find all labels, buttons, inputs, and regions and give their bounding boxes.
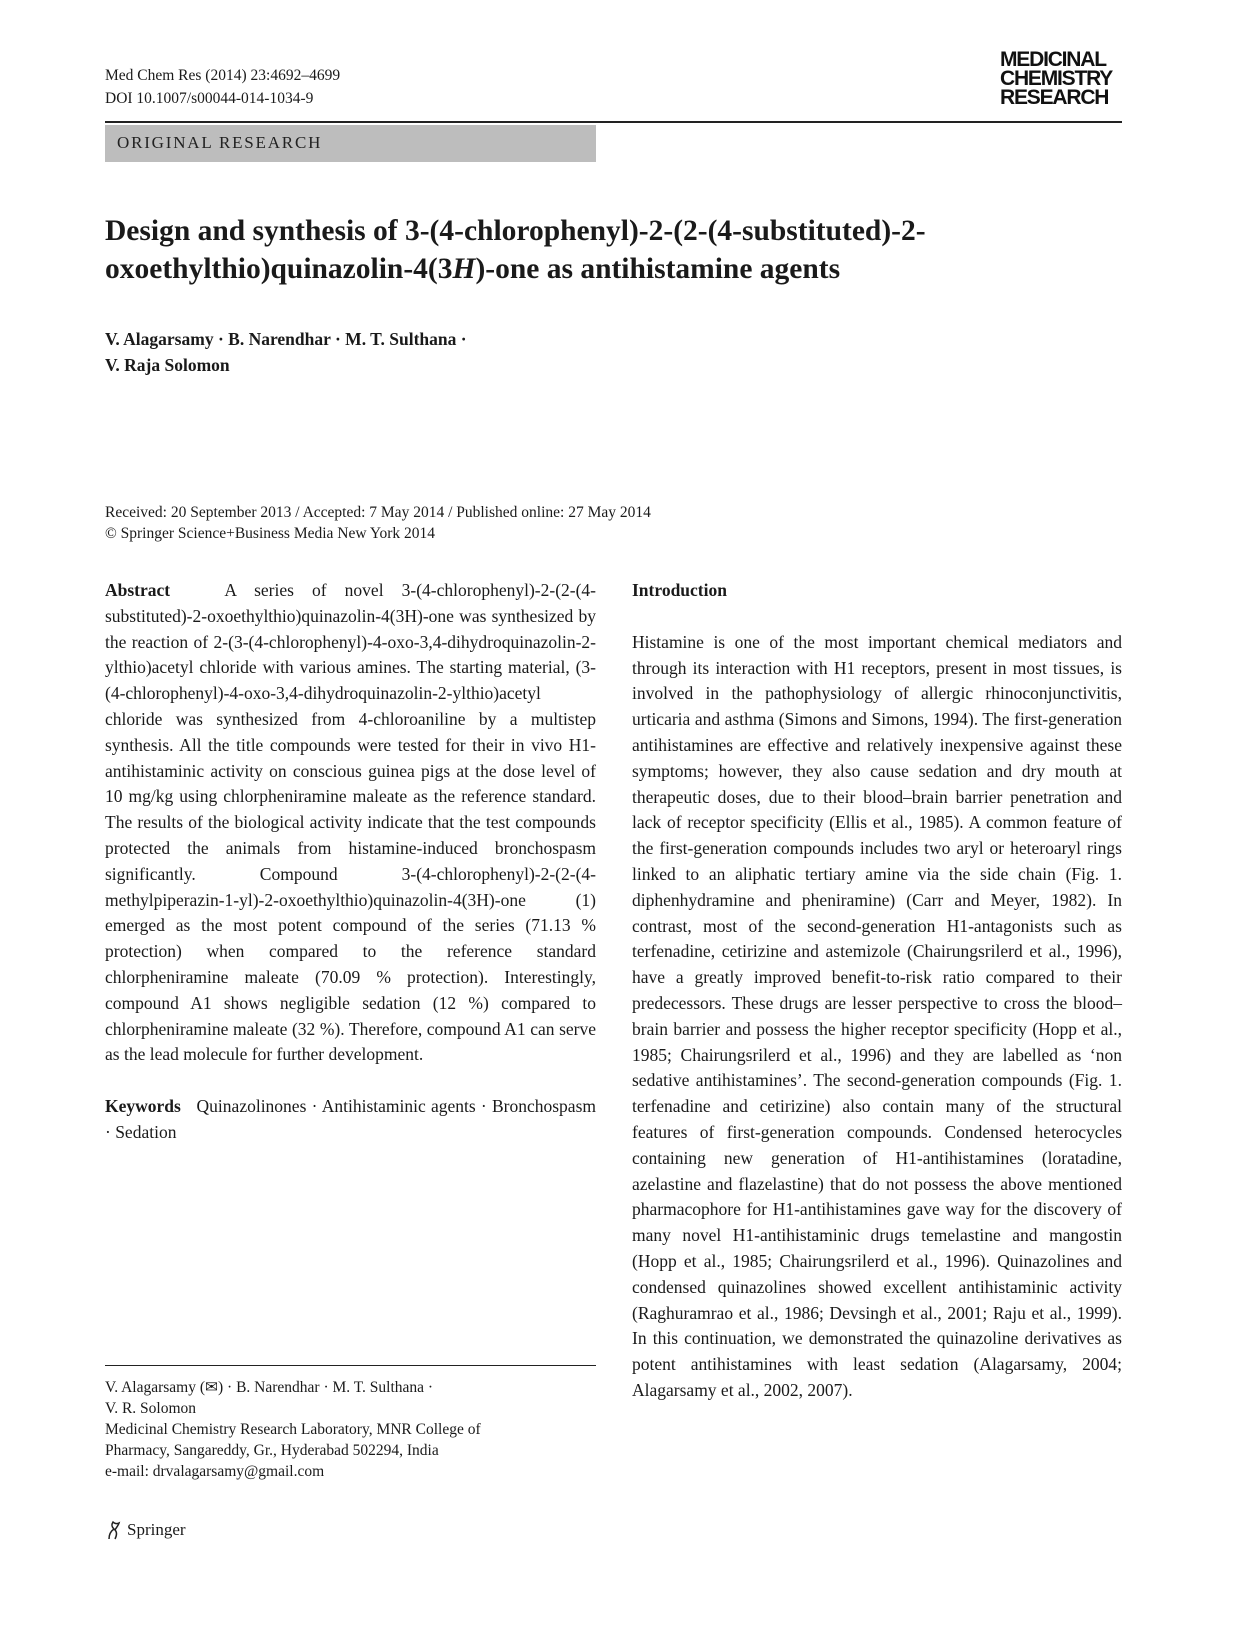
right-column — [632, 578, 1122, 1404]
abstract-text: A series of novel 3-(4-chlorophenyl)-2-(2-(4-substituted)-2-oxoethylthio)quinazolin-4(3H)-one was synthesized by the reaction of 2-(3-(4-chlorophenyl)-4-oxo-3,4-dihydroquinazolin-2-ylthio)acetyl chloride with various amines. The starting material, (3-(4-chlorophenyl)-4-oxo-3,4-dihydroquinazolin-2-ylthio)acetyl chloride was synthesized from 4-chloroaniline by a multistep synthesis. All the title compounds were tested for their in vivo H1-antihistaminic activity on conscious guinea pigs at the dose level of 10 mg/kg using chlorpheniramine maleate as the reference standard. The results of the biological activity indicate that the test compounds protected the animals from histamine-induced bronchospasm significantly. Compound 3-(4-chlorophenyl)-2-(2-(4-methylpiperazin-1-yl)-2-oxoethylthio)quinazolin-4(3H)-one (1) emerged as the most potent compound of the series (71.13 % protection) when compared to the reference standard chlorpheniramine maleate (70.09 % protection). Interestingly, compound A1 shows negligible sedation (12 %) compared to chlorpheniramine maleate (32 %). Therefore, compound A1 can serve as the lead molecule for further development. — [105, 580, 597, 1065]
publisher-name: Springer — [127, 1520, 186, 1539]
publisher-logo — [105, 1520, 186, 1540]
title-italic: H — [452, 253, 476, 285]
journal-citation: Med Chem Res (2014) 23:4692–4699 — [105, 67, 341, 84]
title-text-end: )-one as antihistamine agents — [475, 253, 841, 285]
footnote-divider — [105, 1365, 596, 1366]
footnote-line: e-mail: drvalagarsamy@gmail.com — [105, 1463, 325, 1480]
journal-doi: DOI 10.1007/s00044-014-1034-9 — [105, 90, 314, 107]
keywords-label: Keywords — [105, 1096, 181, 1117]
authors-line: V. Alagarsamy · B. Narendhar · M. T. Sulthana · — [105, 329, 467, 349]
section-label: ORIGINAL RESEARCH — [117, 133, 323, 152]
copyright-line: © Springer Science+Business Media New York 2014 — [105, 525, 436, 542]
keywords-text: Quinazolinones · Antihistaminic agents · Bronchospasm · Sedation — [105, 1096, 596, 1142]
journal-logo-line: CHEMISTRY — [1000, 67, 1113, 90]
dates-line: Received: 20 September 2013 / Accepted: 7 May 2014 / Published online: 27 May 2014 — [105, 504, 651, 521]
journal-logo-line: RESEARCH — [1000, 86, 1109, 109]
keywords — [105, 1094, 596, 1146]
introduction-text: Histamine is one of the most important chemical mediators and through its interaction with H1 receptors, present in most tissues, is involved in the pathophysiology of allergic rhinoconjunctivitis, urticaria and asthma (Simons and Simons, 1994). The first-generation antihistamines are effective and relatively inexpensive against these symptoms; however, they also cause sedation and dry mouth at therapeutic doses, due to their blood–brain barrier penetration and lack of receptor specificity (Ellis et al., 1985). A common feature of the first-generation compounds includes two aryl or heteroaryl rings linked to an aliphatic tertiary amine via the side chain (Fig. 1. diphenhydramine and pheniramine) (Carr and Meyer, 1982). In contrast, most of the second-generation H1-antagonists such as terfenadine, cetirizine and astemizole (Chairungsrilerd et al., 1996), have a greatly improved benefit-to-risk ratio compared to their predecessors. These drugs are lesser perspective to cross the blood–brain barrier and possess the higher receptor specificity (Hopp et al., 1985; Chairungsrilerd et al., 1996) and they are labelled as ‘non sedative antihistamines’. The second-generation compounds (Fig. 1. terfenadine and cetirizine) also contain many of the structural features of first-generation compounds. Condensed heterocycles containing new generation of H1-antihistamines (loratadine, azelastine and flazelastine) that do not possess the above mentioned pharmacophore for H1-antihistamines gave way for the discovery of many novel H1-antihistaminic drugs temelastine and mangostin (Hopp et al., 1985; Chairungsrilerd et al., 1996). Quinazolines and condensed quinazolines showed excellent antihistaminic activity (Raghuramrao et al., 1986; Devsingh et al., 2001; Raju et al., 1999). In this continuation, we demonstrated the quinazoline derivatives as potent antihistamines with least sedation (Alagarsamy, 2004; Alagarsamy et al., 2002, 2007). — [632, 631, 1122, 1400]
article-title — [105, 212, 1115, 288]
author-list — [105, 326, 467, 378]
footnote-line: V. Alagarsamy (✉) · B. Narendhar · M. T. Sulthana · — [105, 1379, 434, 1396]
springer-horse-icon — [105, 1520, 123, 1540]
journal-reference — [105, 64, 340, 110]
footnote-line: V. R. Solomon — [105, 1400, 197, 1417]
abstract — [105, 578, 596, 1068]
abstract-label: Abstract — [105, 580, 171, 600]
title-text: Design and synthesis of 3-(4-chlorophenyl)-2-(2-(4-substituted)-2-oxoethylthio)quinazolin-4(3 — [105, 215, 926, 285]
author-affiliation — [105, 1377, 596, 1482]
left-column — [105, 578, 596, 1146]
journal-logo — [1000, 50, 1122, 107]
header-divider — [105, 121, 1122, 123]
publication-dates — [105, 502, 651, 544]
section-banner — [105, 125, 596, 162]
authors-line: V. Raja Solomon — [105, 355, 230, 375]
footnote-line: Pharmacy, Sangareddy, Gr., Hyderabad 502294, India — [105, 1442, 439, 1459]
journal-logo-line: MEDICINAL — [1000, 48, 1106, 71]
footnote-line: Medicinal Chemistry Research Laboratory, MNR College of — [105, 1421, 481, 1438]
introduction-heading: Introduction — [632, 580, 727, 600]
